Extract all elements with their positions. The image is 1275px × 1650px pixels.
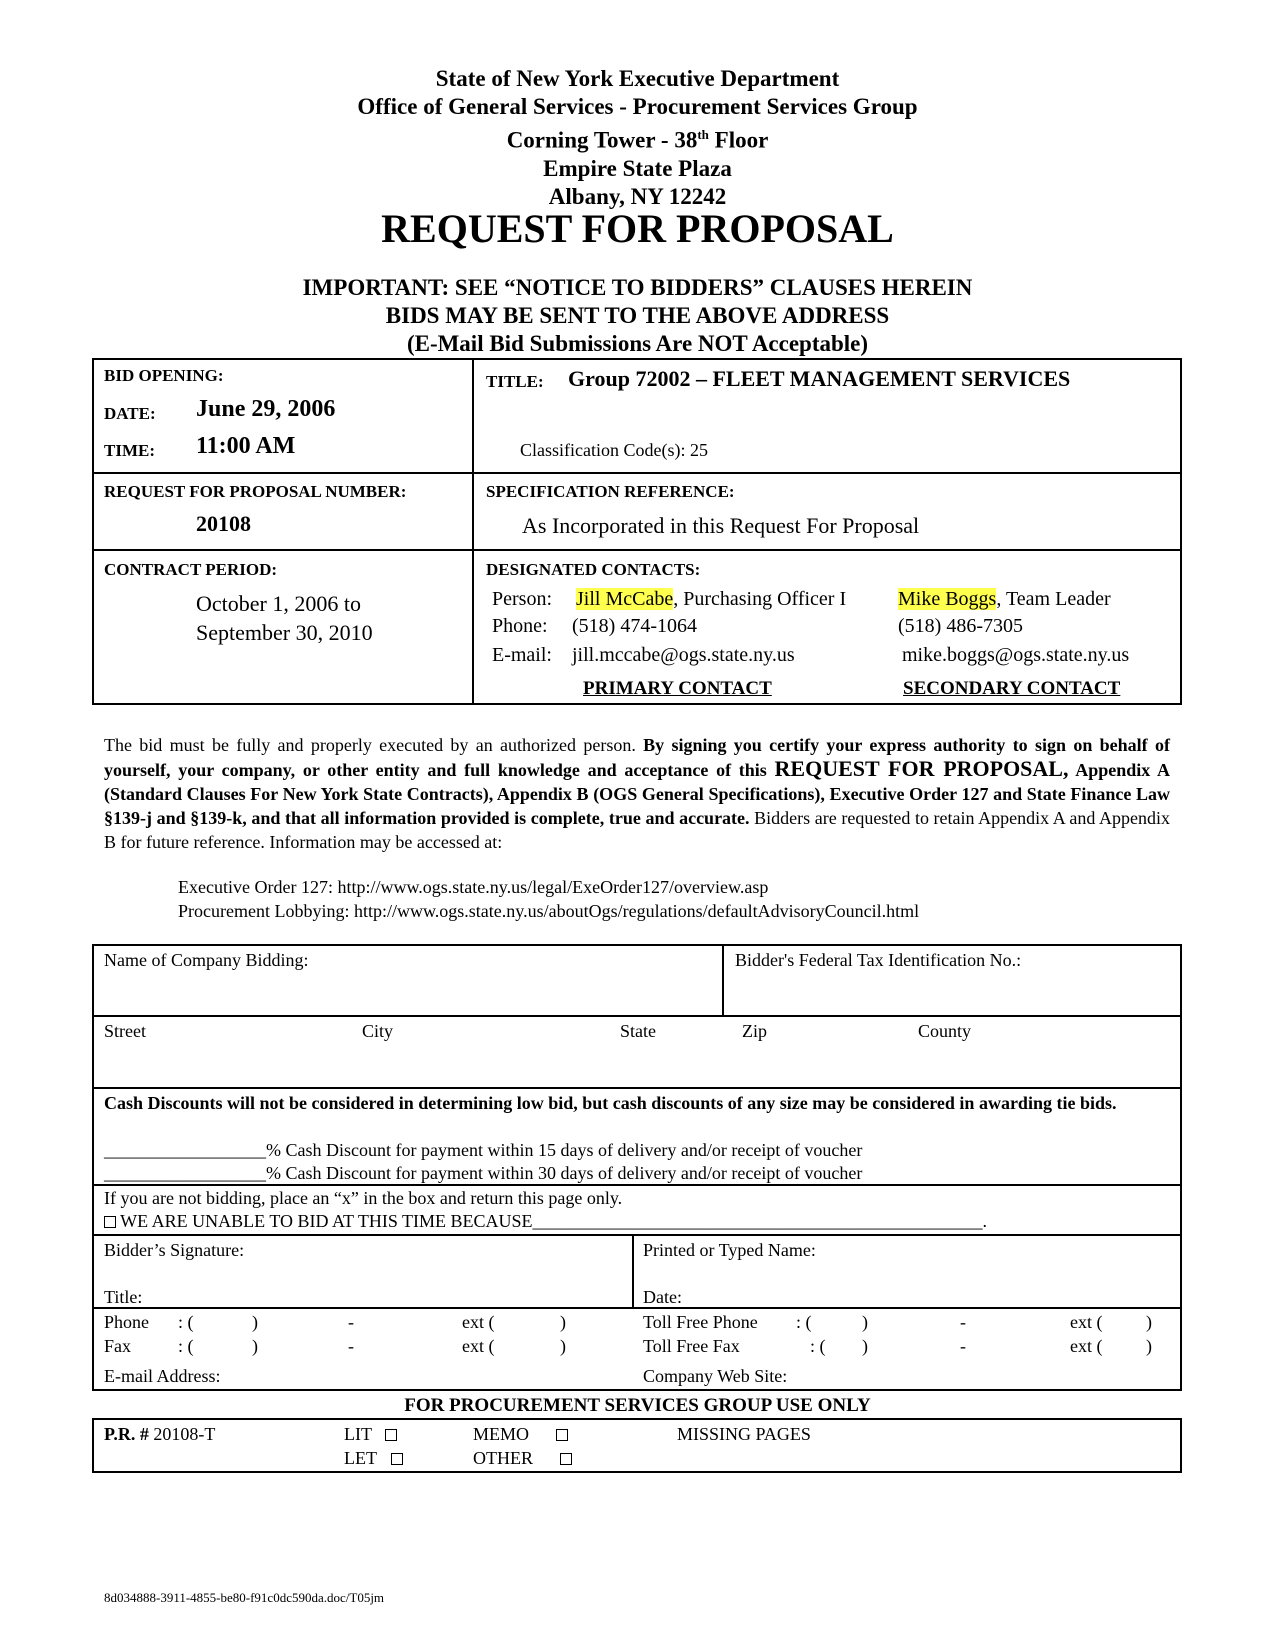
header-line-5: Albany, NY 12242 <box>548 183 727 209</box>
header-line-2: Office of General Services - Procurement Services Group <box>357 94 918 119</box>
tfp-dash: - <box>960 1312 966 1332</box>
contract-period-end: September 30, 2010 <box>196 620 373 645</box>
document-footer-id: 8d034888-3911-4855-be80-f91c0dc590da.doc/T05jm <box>104 1590 385 1605</box>
date-value: June 29, 2006 <box>196 396 336 422</box>
contract-period-label: CONTRACT PERIOD: <box>104 560 278 579</box>
phone-open-paren: : ( <box>178 1312 194 1332</box>
fax-dash: - <box>348 1336 354 1356</box>
spec-reference-label: SPECIFICATION REFERENCE: <box>486 482 735 501</box>
secondary-contact-name: Mike Boggs <box>898 588 997 610</box>
discount-15-line: __________________% Cash Discount for payment within 15 days of delivery and/or receipt of voucher <box>104 1140 863 1160</box>
company-name-label: Name of Company Bidding: <box>104 950 309 970</box>
agency-header <box>0 65 1275 211</box>
not-bidding-instruction: If you are not bidding, place an “x” in the box and return this page only. <box>104 1188 623 1208</box>
header-line-3: Corning Tower - 38th Floor <box>506 127 769 153</box>
tfp-close-paren: ) <box>862 1312 868 1332</box>
phone-label: Phone: <box>492 615 548 637</box>
primary-contact-phone: (518) 474-1064 <box>572 615 697 637</box>
city-label: City <box>362 1021 394 1041</box>
toll-free-phone-label: Toll Free Phone <box>643 1312 758 1332</box>
notice-line-2: BIDS MAY BE SENT TO THE ABOVE ADDRESS <box>385 303 890 328</box>
primary-contact-name: Jill McCabe <box>576 588 674 610</box>
title-label: TITLE: <box>486 372 544 391</box>
certification-paragraph: The bid must be fully and properly executed by an authorized person. By signing you certify your express authority to sign on behalf of yourself, your company, or other entity and full knowledge and acceptance of this REQUEST FOR PROPOSAL, Appendix A (Standard Clauses For New York State Contracts), Appendix B (OGS General Specifications), Executive Order 127 and State Finance Law §139-j and §139-k, and that all information provided is complete, true and accurate. Bidders are requested to retain Appendix A and Appendix B for future reference. Information may be accessed at: <box>104 735 1170 852</box>
fax-field-label: Fax <box>104 1336 131 1356</box>
rfp-number: 20108 <box>196 511 251 536</box>
cash-discount-note: Cash Discounts will not be considered in determining low bid, but cash discounts of any size may be considered in awarding tie bids. <box>104 1093 1117 1113</box>
secondary-contact-phone: (518) 486-7305 <box>898 615 1023 637</box>
contract-period-start: October 1, 2006 to <box>196 591 361 616</box>
page-title: REQUEST FOR PROPOSAL <box>381 206 894 251</box>
fax-ext-label: ext ( <box>462 1336 495 1356</box>
memo-checkbox[interactable] <box>556 1429 568 1441</box>
tff-close-paren: ) <box>862 1336 868 1356</box>
office-use-heading: FOR PROCUREMENT SERVICES GROUP USE ONLY <box>404 1395 871 1416</box>
fax-close-paren: ) <box>252 1336 258 1356</box>
notice-block <box>0 274 1275 358</box>
header-line-4: Empire State Plaza <box>543 155 732 181</box>
bid-info-divider-h1 <box>92 472 1182 474</box>
secondary-contact-person: Mike Boggs, Team Leader <box>898 588 1111 610</box>
memo-option: MEMO <box>473 1424 568 1445</box>
title-value: Group 72002 – FLEET MANAGEMENT SERVICES <box>568 366 1071 391</box>
notice-line-3: (E-Mail Bid Submissions Are NOT Acceptable) <box>406 331 869 356</box>
form-divider-4 <box>92 1234 1182 1236</box>
form-divider-5 <box>92 1307 1182 1309</box>
other-checkbox[interactable] <box>560 1453 572 1465</box>
other-option: OTHER <box>473 1448 572 1469</box>
unable-to-bid-row <box>104 1211 987 1232</box>
unable-to-bid-label: WE ARE UNABLE TO BID AT THIS TIME BECAUSE__________________________________________________. <box>116 1211 988 1231</box>
tff-open-paren: : ( <box>810 1336 826 1356</box>
company-website-label: Company Web Site: <box>643 1366 788 1386</box>
spec-reference-value: As Incorporated in this Request For Proposal <box>522 513 920 538</box>
let-checkbox[interactable] <box>391 1453 403 1465</box>
tff-ext-close: ) <box>1146 1336 1152 1356</box>
zip-label: Zip <box>742 1021 767 1041</box>
street-label: Street <box>104 1021 146 1041</box>
email-label: E-mail: <box>492 644 552 666</box>
tfp-open-paren: : ( <box>796 1312 812 1332</box>
signature-label: Bidder’s Signature: <box>104 1240 245 1260</box>
discount-30-line: __________________% Cash Discount for payment within 30 days of delivery and/or receipt of voucher <box>104 1163 863 1183</box>
lobbying-link: Procurement Lobbying: http://www.ogs.state.ny.us/aboutOgs/regulations/defaultAdvisoryCouncil.html <box>178 901 920 921</box>
secondary-contact-email: mike.boggs@ogs.state.ny.us <box>902 644 1130 666</box>
form-divider-3 <box>92 1184 1182 1186</box>
tax-id-label: Bidder's Federal Tax Identification No.: <box>735 950 1022 970</box>
time-label: TIME: <box>104 441 155 460</box>
tfp-ext-label: ext ( <box>1070 1312 1103 1332</box>
bid-info-divider-h2 <box>92 549 1182 551</box>
phone-dash: - <box>348 1312 354 1332</box>
fax-ext-close: ) <box>560 1336 566 1356</box>
phone-close-paren: ) <box>252 1312 258 1332</box>
date-label: DATE: <box>104 404 156 423</box>
tfp-ext-close: ) <box>1146 1312 1152 1332</box>
county-label: County <box>918 1021 972 1041</box>
primary-contact-heading: PRIMARY CONTACT <box>583 678 772 699</box>
designated-contacts-label: DESIGNATED CONTACTS: <box>486 560 701 579</box>
pr-number <box>104 1424 215 1445</box>
secondary-contact-heading: SECONDARY CONTACT <box>903 678 1121 699</box>
phone-field-label: Phone <box>104 1312 149 1332</box>
fax-open-paren: : ( <box>178 1336 194 1356</box>
phone-ext-label: ext ( <box>462 1312 495 1332</box>
date-field-label: Date: <box>643 1287 682 1307</box>
primary-contact-email: jill.mccabe@ogs.state.ny.us <box>572 644 795 666</box>
tff-ext-label: ext ( <box>1070 1336 1103 1356</box>
pr-value: 20108-T <box>148 1424 216 1444</box>
primary-contact-person: Jill McCabe, Purchasing Officer I <box>576 588 847 610</box>
missing-pages-label: MISSING PAGES <box>677 1424 811 1444</box>
time-value: 11:00 AM <box>196 433 296 459</box>
unable-to-bid-checkbox[interactable] <box>104 1216 116 1228</box>
header-line-1: State of New York Executive Department <box>435 66 840 91</box>
lit-checkbox[interactable] <box>385 1429 397 1441</box>
tff-dash: - <box>960 1336 966 1356</box>
classification-code: Classification Code(s): 25 <box>520 440 708 460</box>
bid-opening-label: BID OPENING: <box>104 366 224 385</box>
bid-info-divider-v <box>472 358 474 705</box>
form-divider-signature <box>632 1234 634 1308</box>
person-label: Person: <box>492 588 552 610</box>
form-divider-2 <box>92 1087 1182 1089</box>
pr-label: P.R. # <box>104 1424 149 1444</box>
email-address-label: E-mail Address: <box>104 1366 221 1386</box>
rfp-number-label: REQUEST FOR PROPOSAL NUMBER: <box>104 482 407 501</box>
exec-order-link: Executive Order 127: http://www.ogs.state.ny.us/legal/ExeOrder127/overview.asp <box>178 877 769 897</box>
toll-free-fax-label: Toll Free Fax <box>643 1336 740 1356</box>
let-option: LET <box>344 1448 403 1469</box>
phone-ext-close: ) <box>560 1312 566 1332</box>
form-divider-company <box>722 944 724 1016</box>
state-label: State <box>620 1021 656 1041</box>
printed-name-label: Printed or Typed Name: <box>643 1240 816 1260</box>
notice-line-1: IMPORTANT: SEE “NOTICE TO BIDDERS” CLAUSES HEREIN <box>302 275 973 300</box>
lit-option: LIT <box>344 1424 397 1445</box>
title-field-label: Title: <box>104 1287 143 1307</box>
office-use-box <box>92 1418 1182 1473</box>
form-divider-1 <box>92 1015 1182 1017</box>
